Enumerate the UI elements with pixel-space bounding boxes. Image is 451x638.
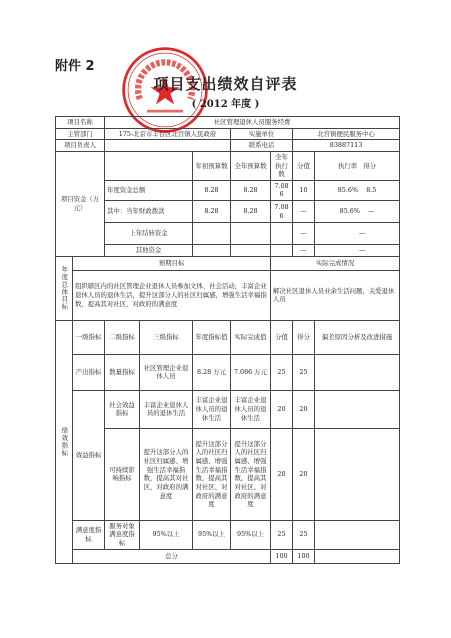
perf-cell (315, 354, 400, 390)
perf-row-satisfaction (56, 520, 400, 549)
perf-cell: 20 (293, 428, 315, 520)
project-name-label: 项目名称 (56, 117, 105, 129)
report-year: ( 2012 年度 ) (191, 99, 260, 110)
funds-cell: 8.28 (231, 201, 271, 223)
perf-cell: 数量指标 (105, 354, 140, 390)
unit-value: 北宫镇便民服务中心 (293, 128, 400, 140)
funds-header-blank (105, 151, 193, 180)
owner-value (105, 140, 231, 152)
perf-cell: 25 (293, 520, 315, 549)
funds-cell (271, 223, 293, 245)
funds-cell (231, 245, 271, 257)
funds-cell: — (293, 223, 315, 245)
funds-cell: 8.28 (231, 180, 271, 200)
perf-header: 二级指标 (105, 320, 140, 354)
perf-row-quantity (56, 354, 400, 390)
funds-header: 执行率 得分 (315, 151, 400, 180)
funds-row (56, 223, 400, 245)
perf-header: 三级指标 (140, 320, 193, 354)
owner-label: 项目负责人 (56, 140, 105, 152)
perf-row-social (56, 390, 400, 428)
perf-header: 一级指标 (73, 320, 105, 354)
phone-value: 83887113 (293, 140, 400, 152)
perf-cell: 20 (293, 390, 315, 428)
funds-cell (193, 245, 231, 257)
perf-cell: 社会效益指标 (105, 390, 140, 428)
funds-cell: 8.28 (193, 201, 231, 223)
dept-label: 主管部门 (56, 128, 105, 140)
perf-cell: 95%以上 (140, 520, 193, 549)
perf-cell: 丰富企业退休人员的退休生活 (140, 390, 193, 428)
funds-header: 全年预算数 (231, 151, 271, 180)
funds-header: 年初预算数 (193, 151, 231, 180)
perf-cell: 提升这部分人的社区归属感、增强生活幸福指数，提高其对社区、对政府的满意度 (140, 428, 193, 520)
funds-row (56, 245, 400, 257)
expected-goal-text: 组织辖区内的社区管理企业退休人员参加文体、社会活动，丰富企业退休人员的退休生活，提升这部分人的社区归属感，增强生活幸福指数，提高其对社区，对政府的满意度 (73, 270, 271, 320)
perf-cell (315, 520, 400, 549)
funds-row-label: 上年结转资金 (105, 223, 193, 245)
perf-cell: 25 (293, 354, 315, 390)
funds-cell: 10 (293, 180, 315, 200)
funds-row-label: 其他资金 (105, 245, 193, 257)
funds-row-label: 其中：当年财政拨款 (105, 201, 193, 223)
perf-cell: 25 (271, 520, 293, 549)
funds-cell (271, 245, 293, 257)
project-name-value: 社区管理退休人员服务经费 (105, 117, 400, 129)
unit-label: 实施单位 (231, 128, 293, 140)
phone-label: 联系电话 (231, 140, 293, 152)
perf-cell: 丰富企业退休人员的退休生活 (231, 390, 271, 428)
perf-cell (315, 428, 400, 520)
funds-cell (193, 223, 231, 245)
funds-cell: — (293, 201, 315, 223)
funds-cell: — (315, 245, 400, 257)
funds-section-label: 项目资金（万元） (56, 151, 105, 256)
perf-cell: 服务对象满意度指标 (105, 520, 140, 549)
perf-cell: 提升这部分人的社区归属感、增强生活幸福指数，提高其对社区、对政府的满意度 (231, 428, 271, 520)
funds-cell: 85.6% — (315, 201, 400, 223)
total-note (315, 549, 400, 563)
actual-header: 实际完成情况 (271, 256, 400, 270)
page-title: 项目支出绩效自评表 (153, 75, 298, 93)
actual-result-text: 解决社区退休人员业余生活问题，关爱退休人员 (271, 270, 400, 320)
perf-header: 偏差原因分析及改进措施 (315, 320, 400, 354)
benefit-label: 效益指标 (73, 390, 105, 520)
goals-section-label: 年度总体目标 (56, 256, 73, 320)
funds-row-label: 年度资金总额 (105, 180, 193, 200)
satisfaction-label: 满意度指标 (73, 520, 105, 549)
funds-cell: 8.28 (193, 180, 231, 200)
perf-cell: 可持续影响指标 (105, 428, 140, 520)
funds-cell: — (293, 245, 315, 257)
self-evaluation-table (55, 116, 400, 564)
perf-cell: 提升这部分人的社区归属感、增强生活幸福指数，提高其对社区、对政府的满意度 (193, 428, 231, 520)
perf-cell: 丰富企业退休人员的退休生活 (193, 390, 231, 428)
perf-header: 得分 (293, 320, 315, 354)
perf-cell: 20 (271, 428, 293, 520)
funds-cell (231, 223, 271, 245)
dept-value: 175-北京市丰台区北宫镇人民政府 (105, 128, 231, 140)
perf-cell: 25 (271, 354, 293, 390)
perf-header: 实际完成值 (231, 320, 271, 354)
total-row (56, 549, 400, 563)
perf-cell: 7.086 万元 (231, 354, 271, 390)
attachment-label: 附件 2 (55, 59, 95, 74)
perf-cell (315, 390, 400, 428)
perf-cell: 社区管理企业退休人员 (140, 354, 193, 390)
perf-section-label: 绩效指标 (56, 320, 73, 563)
perf-cell: 95%以上 (193, 520, 231, 549)
perf-cell: 95%以上 (231, 520, 271, 549)
funds-cell: — (315, 223, 400, 245)
funds-row (56, 201, 400, 223)
total-score: 100 (271, 549, 293, 563)
funds-cell: 85.6% 8.5 (315, 180, 400, 200)
perf-cell: 8.28 万元 (193, 354, 231, 390)
funds-row (56, 180, 400, 200)
perf-cell: 20 (271, 390, 293, 428)
expected-header: 预期目标 (73, 256, 271, 270)
funds-cell: 7.086 (271, 201, 293, 223)
funds-cell: 7.086 (271, 180, 293, 200)
total-got: 100 (293, 549, 315, 563)
perf-row-sustain (56, 428, 400, 520)
perf-header: 分值 (271, 320, 293, 354)
funds-header: 分值 (293, 151, 315, 180)
output-label: 产出指标 (73, 354, 105, 390)
total-label: 总分 (73, 549, 271, 563)
perf-header: 年度指标值 (193, 320, 231, 354)
funds-header: 全年执行数 (271, 151, 293, 180)
